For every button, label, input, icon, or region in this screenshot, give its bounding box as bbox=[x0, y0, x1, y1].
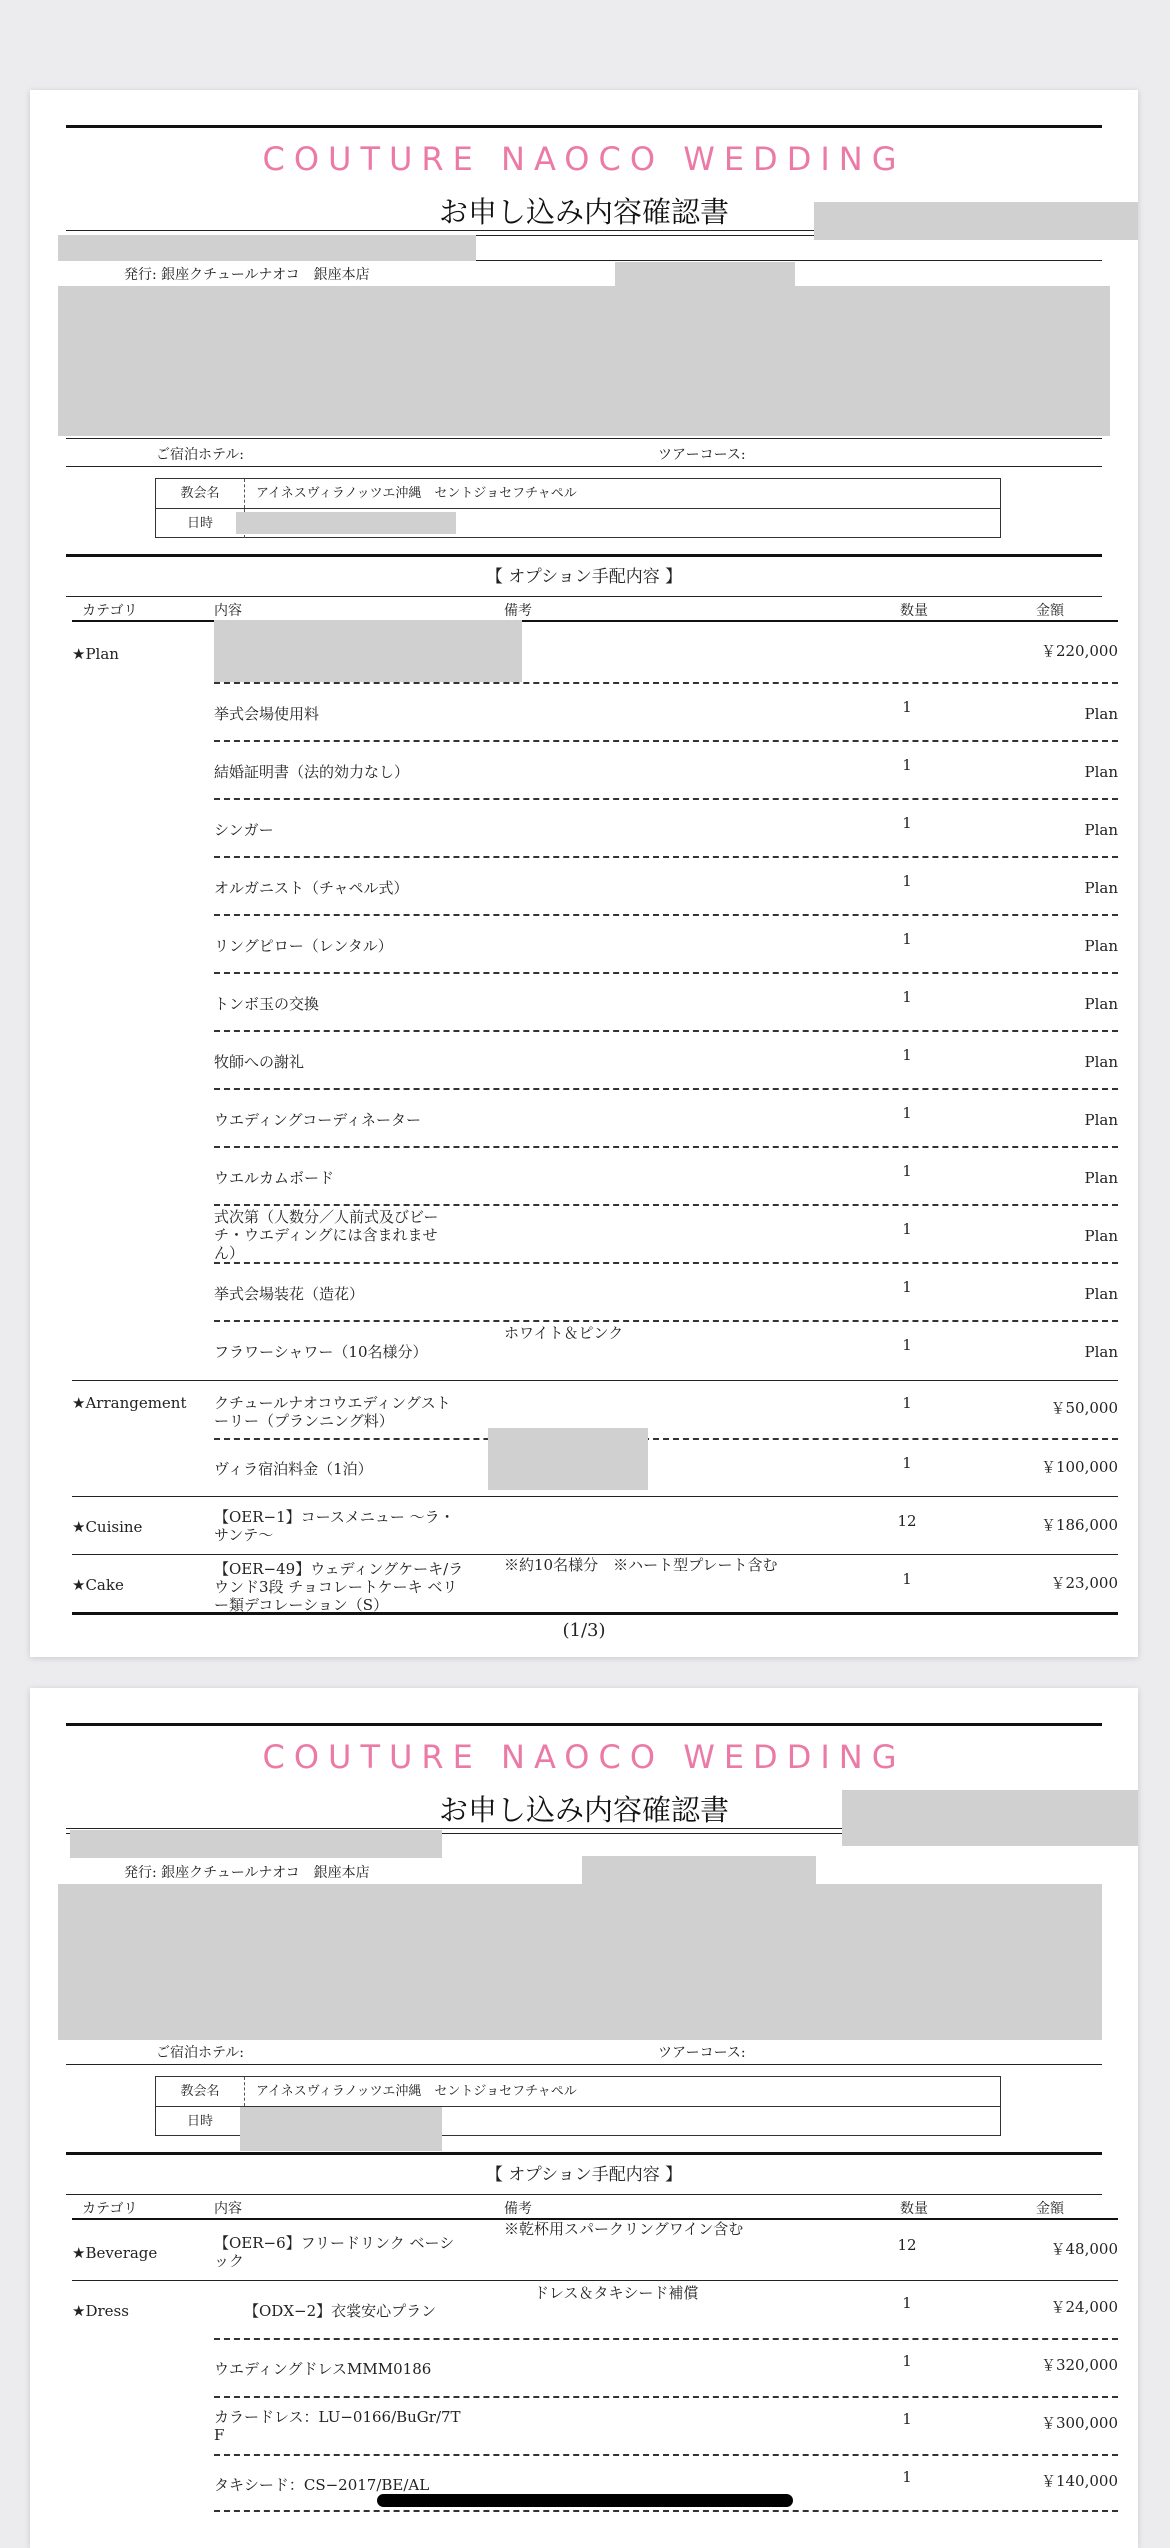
row-content: 【ODX−2】衣裳安心プラン bbox=[244, 2302, 437, 2320]
row-content: シンガー bbox=[214, 821, 274, 839]
column-header-content: 内容 bbox=[214, 2201, 242, 2217]
venue-value: アイネスヴィラノッツエ沖縄 セントジョセフチャペル bbox=[256, 486, 577, 501]
row-qty: 1 bbox=[902, 2410, 912, 2428]
row-amount: Plan bbox=[1084, 705, 1118, 723]
date-label: 日時 bbox=[156, 2107, 245, 2136]
row-category: ★Cuisine bbox=[72, 1518, 143, 1536]
row-amount: ￥300,000 bbox=[1040, 2414, 1118, 2432]
row-qty: 1 bbox=[902, 1046, 912, 1064]
venue-value: アイネスヴィラノッツエ沖縄 セントジョセフチャペル bbox=[256, 2084, 577, 2099]
divider bbox=[66, 466, 1102, 467]
row-amount: ￥50,000 bbox=[1050, 1399, 1118, 1417]
top-rule bbox=[66, 1723, 1102, 1726]
row-amount: Plan bbox=[1084, 1053, 1118, 1071]
row-amount: Plan bbox=[1084, 1169, 1118, 1187]
brand-logo: COUTURE NAOCO WEDDING bbox=[262, 140, 906, 178]
divider bbox=[476, 260, 1102, 261]
row-qty: 12 bbox=[897, 2236, 917, 2254]
column-header-amount: 金額 bbox=[1036, 603, 1064, 619]
row-divider bbox=[214, 1262, 1118, 1264]
row-content: リングピロー（レンタル） bbox=[214, 937, 393, 955]
row-divider bbox=[214, 1320, 1118, 1322]
section-rule bbox=[66, 2152, 1102, 2155]
hotel-label: ご宿泊ホテル: bbox=[156, 447, 245, 463]
row-amount: Plan bbox=[1084, 995, 1118, 1013]
venue-label: 教会名 bbox=[156, 2077, 245, 2106]
row-qty: 1 bbox=[902, 1394, 912, 1412]
row-amount: Plan bbox=[1084, 821, 1118, 839]
row-amount: ￥186,000 bbox=[1040, 1516, 1118, 1534]
row-qty: 1 bbox=[902, 988, 912, 1006]
row-divider bbox=[214, 914, 1118, 916]
row-note: ドレス＆タキシード補償 bbox=[534, 2284, 699, 2302]
page-number: (1/3) bbox=[562, 1620, 606, 1641]
row-qty: 1 bbox=[902, 2468, 912, 2486]
date-row bbox=[156, 508, 1000, 538]
row-note: ホワイト＆ピンク bbox=[504, 1324, 624, 1342]
row-note: ※約10名様分 ※ハート型プレート含む bbox=[504, 1556, 778, 1574]
redacted-date bbox=[236, 512, 456, 534]
row-amount: Plan bbox=[1084, 1285, 1118, 1303]
redacted-address-block bbox=[58, 1884, 1102, 2040]
hotel-label: ご宿泊ホテル: bbox=[156, 2045, 245, 2061]
title-underline bbox=[66, 230, 816, 231]
row-divider bbox=[214, 1438, 1118, 1440]
row-content: ウエディングドレスMMM0186 bbox=[214, 2360, 432, 2378]
row-content: 【OER−1】コースメニュー ～ラ・サンテ～ bbox=[214, 1508, 455, 1544]
row-content: 牧師への謝礼 bbox=[214, 1053, 305, 1071]
redacted-plan-name bbox=[214, 620, 522, 682]
row-note: ※乾杯用スパークリングワイン含む bbox=[504, 2220, 744, 2238]
row-divider bbox=[214, 2396, 1118, 2398]
row-content: トンボ玉の交換 bbox=[214, 995, 320, 1013]
row-amount: Plan bbox=[1084, 879, 1118, 897]
row-amount: ￥23,000 bbox=[1050, 1574, 1118, 1592]
date-label: 日時 bbox=[156, 509, 245, 538]
document-title: お申し込み内容確認書 bbox=[438, 195, 729, 229]
row-category: ★Beverage bbox=[72, 2244, 158, 2262]
row-divider bbox=[214, 798, 1118, 800]
row-qty: 1 bbox=[902, 698, 912, 716]
column-header-qty: 数量 bbox=[900, 603, 928, 619]
row-qty: 1 bbox=[902, 756, 912, 774]
tour-label: ツアーコース: bbox=[658, 447, 746, 463]
column-header-content: 内容 bbox=[214, 603, 242, 619]
row-divider bbox=[214, 2454, 1118, 2456]
row-amount: Plan bbox=[1084, 1111, 1118, 1129]
row-divider bbox=[214, 2510, 1118, 2512]
venue-row bbox=[156, 479, 1000, 508]
row-qty: 1 bbox=[902, 1570, 912, 1588]
row-content: 【OER−49】ウェディングケーキ/ラウンド3段 チョコレートケーキ ベリー類デコレーション（S） bbox=[214, 1560, 464, 1614]
row-amount: Plan bbox=[1084, 1343, 1118, 1361]
redacted-block bbox=[488, 1428, 648, 1490]
divider bbox=[66, 596, 1102, 597]
row-qty: 1 bbox=[902, 1278, 912, 1296]
category-divider bbox=[72, 2280, 1118, 2281]
row-content: カラードレス：LU−0166/BuGr/7TF bbox=[214, 2408, 461, 2444]
category-divider bbox=[72, 1496, 1118, 1497]
category-divider bbox=[72, 1554, 1118, 1555]
row-divider bbox=[214, 1146, 1118, 1148]
row-divider bbox=[214, 1204, 1118, 1206]
row-amount: ￥220,000 bbox=[1040, 642, 1118, 660]
row-divider bbox=[214, 856, 1118, 858]
row-content: 式次第（人数分／人前式及びビーチ・ウエディングには含まれません） bbox=[214, 1208, 439, 1262]
row-content: タキシード：CS−2017/BE/AL bbox=[214, 2476, 430, 2494]
redacted-date bbox=[240, 2107, 442, 2151]
date-row bbox=[156, 2106, 1000, 2136]
redacted-block bbox=[814, 202, 1138, 240]
divider bbox=[66, 2194, 1102, 2195]
venue-label: 教会名 bbox=[156, 479, 245, 508]
redacted-address-block bbox=[58, 286, 1110, 436]
row-content: 挙式会場装花（造花） bbox=[214, 1285, 365, 1303]
tour-label: ツアーコース: bbox=[658, 2045, 746, 2061]
row-amount: ￥320,000 bbox=[1040, 2356, 1118, 2374]
row-divider bbox=[214, 1088, 1118, 1090]
issuer-text: 発行: 銀座クチュールナオコ 銀座本店 bbox=[124, 267, 370, 283]
row-qty: 1 bbox=[902, 930, 912, 948]
section-rule bbox=[66, 554, 1102, 557]
venue-box bbox=[155, 2076, 1001, 2136]
row-amount: Plan bbox=[1084, 1227, 1118, 1245]
row-amount: ￥100,000 bbox=[1040, 1458, 1118, 1476]
section-title: 【 オプション手配内容 】 bbox=[485, 567, 683, 587]
redacted-block bbox=[615, 262, 795, 286]
column-header-qty: 数量 bbox=[900, 2201, 928, 2217]
row-qty: 1 bbox=[902, 1162, 912, 1180]
divider bbox=[66, 2064, 1102, 2065]
row-content: 【OER−6】フリードリンク ベーシック bbox=[214, 2234, 455, 2270]
redacted-block bbox=[842, 1790, 1138, 1846]
row-content: ウエディングコーディネーター bbox=[214, 1111, 422, 1129]
column-header-category: カテゴリ bbox=[82, 603, 138, 619]
column-header-note: 備考 bbox=[504, 2201, 532, 2217]
row-amount: ￥48,000 bbox=[1050, 2240, 1118, 2258]
row-qty: 12 bbox=[897, 1512, 917, 1530]
row-amount: ￥140,000 bbox=[1040, 2472, 1118, 2490]
row-content: オルガニスト（チャペル式） bbox=[214, 879, 409, 897]
row-qty: 1 bbox=[902, 2352, 912, 2370]
venue-row bbox=[156, 2077, 1000, 2106]
row-qty: 1 bbox=[902, 1336, 912, 1354]
column-header-amount: 金額 bbox=[1036, 2201, 1064, 2217]
row-category: ★Cake bbox=[72, 1576, 124, 1594]
row-content: フラワーシャワー（10名様分） bbox=[214, 1343, 428, 1361]
row-category: ★Dress bbox=[72, 2302, 129, 2320]
column-header-category: カテゴリ bbox=[82, 2201, 138, 2217]
document-page-1 bbox=[30, 90, 1138, 1657]
issuer-text: 発行: 銀座クチュールナオコ 銀座本店 bbox=[124, 1865, 370, 1881]
row-content: クチュールナオコウエディングストーリー（プランニング料） bbox=[214, 1394, 451, 1430]
row-category: ★Plan bbox=[72, 645, 119, 663]
row-divider bbox=[214, 2338, 1118, 2340]
home-indicator[interactable] bbox=[377, 2494, 793, 2507]
top-rule bbox=[66, 125, 1102, 128]
section-title: 【 オプション手配内容 】 bbox=[485, 2165, 683, 2185]
row-amount: ￥24,000 bbox=[1050, 2298, 1118, 2316]
category-divider bbox=[72, 1380, 1118, 1381]
row-category: ★Arrangement bbox=[72, 1394, 187, 1412]
column-header-note: 備考 bbox=[504, 603, 532, 619]
redacted-block bbox=[70, 1830, 442, 1858]
row-content: ヴィラ宿泊料金（1泊） bbox=[214, 1460, 373, 1478]
title-underline bbox=[66, 1828, 846, 1829]
row-qty: 1 bbox=[902, 1104, 912, 1122]
brand-logo: COUTURE NAOCO WEDDING bbox=[262, 1738, 906, 1776]
row-divider bbox=[214, 972, 1118, 974]
venue-box bbox=[155, 478, 1001, 538]
row-divider bbox=[214, 740, 1118, 742]
row-amount: Plan bbox=[1084, 763, 1118, 781]
table-bottom-rule bbox=[72, 1612, 1118, 1615]
row-qty: 1 bbox=[902, 872, 912, 890]
row-content: 結婚証明書（法的効力なし） bbox=[214, 763, 410, 781]
row-amount: Plan bbox=[1084, 937, 1118, 955]
row-content: 挙式会場使用料 bbox=[214, 705, 320, 723]
divider bbox=[66, 438, 1102, 439]
redacted-block bbox=[58, 235, 476, 261]
row-qty: 1 bbox=[902, 1220, 912, 1238]
row-qty: 1 bbox=[902, 814, 912, 832]
row-qty: 1 bbox=[902, 2294, 912, 2312]
redacted-block bbox=[582, 1856, 816, 1886]
row-divider bbox=[214, 1030, 1118, 1032]
document-title: お申し込み内容確認書 bbox=[438, 1793, 729, 1827]
row-content: ウエルカムボード bbox=[214, 1169, 335, 1187]
document-page-2 bbox=[30, 1688, 1138, 2548]
row-divider bbox=[214, 682, 1118, 684]
row-qty: 1 bbox=[902, 1454, 912, 1472]
